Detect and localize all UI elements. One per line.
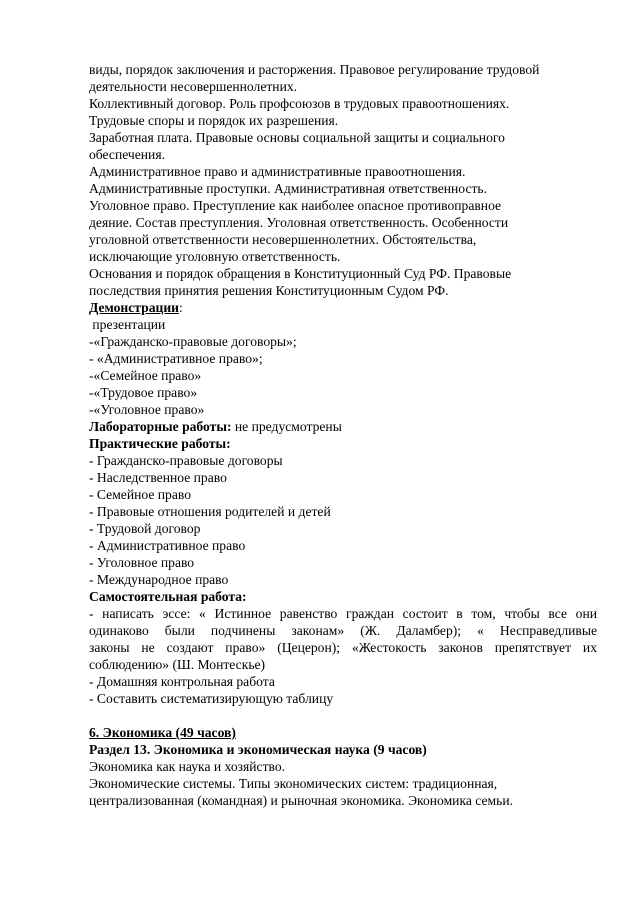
list-item: - Домашняя контрольная работа — [89, 674, 275, 689]
list-item: - Семейное право — [89, 487, 191, 502]
text-line: Административные проступки. Административная ответственность. — [89, 181, 488, 196]
list-item: -«Уголовное право» — [89, 402, 205, 417]
section-heading: Раздел 13. Экономика и экономическая наука (9 часов) — [89, 742, 427, 757]
list-item: - Уголовное право — [89, 555, 195, 570]
text-line: Экономические системы. Типы экономических систем: традиционная, — [89, 776, 498, 791]
text-line: Коллективный договор. Роль профсоюзов в трудовых правоотношениях. — [89, 96, 510, 111]
demo-colon: : — [179, 300, 183, 315]
list-item: презентации — [89, 317, 166, 332]
list-item: -«Гражданско-правовые договоры»; — [89, 334, 297, 349]
essay-line: законы не создают право» (Цецерон); «Жестокость законов препятствует их — [89, 640, 597, 655]
labs-heading: Лабораторные работы: — [89, 419, 232, 434]
text-line: Заработная плата. Правовые основы социальной защиты и социального — [89, 130, 505, 145]
economics-title: 6. Экономика (49 часов) — [89, 725, 236, 740]
economics-section — [89, 724, 597, 809]
list-item: - Административное право — [89, 538, 246, 553]
text-line: Уголовное право. Преступление как наиболее опасное противоправное — [89, 198, 502, 213]
text-line: Административное право и административные правоотношения. — [89, 164, 466, 179]
list-item: - Правовые отношения родителей и детей — [89, 504, 331, 519]
list-item: - Международное право — [89, 572, 229, 587]
text-line: исключающие уголовную ответственность. — [89, 249, 341, 264]
list-item: - Трудовой договор — [89, 521, 201, 536]
text-line: Трудовые споры и порядок их разрешения. — [89, 113, 339, 128]
list-item: -«Семейное право» — [89, 368, 202, 383]
essay-line: соблюдению» (Ш. Монтескье) — [89, 657, 266, 672]
text-line: виды, порядок заключения и расторжения. Правовое регулирование трудовой — [89, 62, 540, 77]
spacer — [89, 707, 597, 724]
demo-heading: Демонстрации — [89, 300, 179, 315]
list-item: - Составить систематизирующую таблицу — [89, 691, 334, 706]
text-line: последствия принятия решения Конституционным Судом РФ. — [89, 283, 449, 298]
text-line: уголовной ответственности несовершеннолетних. Обстоятельства, — [89, 232, 477, 247]
labs-line — [89, 418, 597, 435]
text-line: централизованная (командная) и рыночная экономика. Экономика семьи. — [89, 793, 513, 808]
labs-value: не предусмотрены — [231, 419, 342, 434]
list-item: - «Административное право»; — [89, 351, 263, 366]
list-item: - Гражданско-правовые договоры — [89, 453, 283, 468]
list-item: -«Трудовое право» — [89, 385, 198, 400]
text-line: Экономика как наука и хозяйство. — [89, 759, 286, 774]
text-line: деяние. Состав преступления. Уголовная ответственность. Особенности — [89, 215, 509, 230]
text-line: Основания и порядок обращения в Конституционный Суд РФ. Правовые — [89, 266, 512, 281]
practical-heading: Практические работы: — [89, 436, 231, 451]
text-line: обеспечения. — [89, 147, 165, 162]
independent-section — [89, 588, 597, 707]
practical-section — [89, 435, 597, 588]
list-item: - Наследственное право — [89, 470, 227, 485]
demo-heading-line — [89, 299, 597, 316]
independent-heading: Самостоятельная работа: — [89, 589, 247, 604]
document-page — [89, 61, 597, 809]
demo-section — [89, 299, 597, 418]
top-paragraphs — [89, 61, 597, 299]
text-line: деятельности несовершеннолетних. — [89, 79, 298, 94]
essay-line: одинаково были подчинены законам» (Ж. Даламбер); « Несправедливые — [89, 623, 597, 638]
essay-line: - написать эссе: « Истинное равенство граждан состоит в том, чтобы все они — [89, 606, 597, 621]
